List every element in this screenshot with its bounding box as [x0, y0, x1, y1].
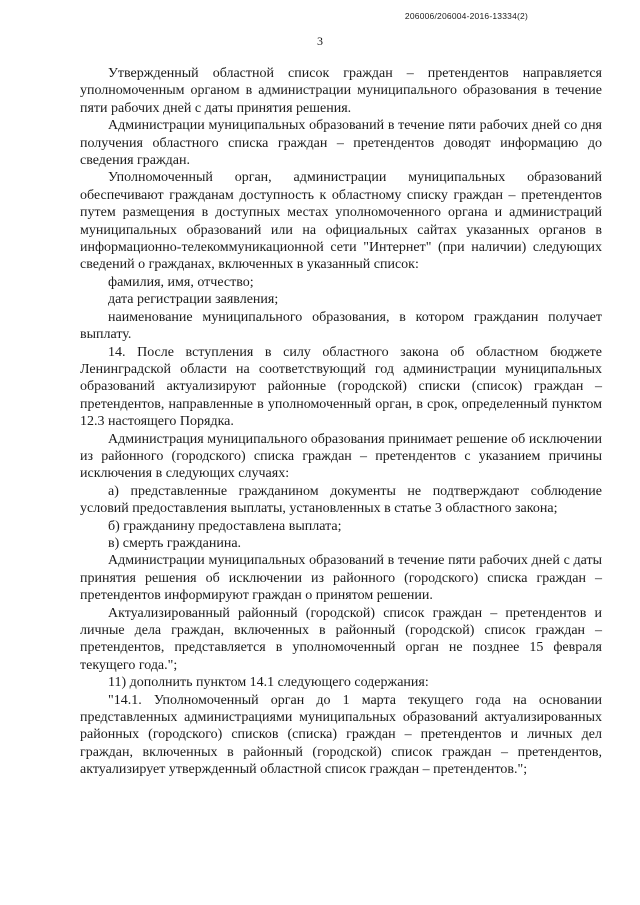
list-item: наименование муниципального образования, в котором гражданин получает выплату.: [80, 309, 602, 343]
paragraph: "14.1. Уполномоченный орган до 1 марта текущего года на основании представленных администрациями муниципальных образований актуализированных районных (городского) списков (списка) граждан – претендентов и личных дел граждан, включенных в районный (городской) список граждан – претендентов, актуализирует утвержденный областной список граждан – претендентов.";: [80, 692, 602, 778]
paragraph: Администрации муниципальных образований в течение пяти рабочих дней со дня получения областного списка граждан – претендентов доводят информацию до сведения граждан.: [80, 118, 602, 169]
list-item: фамилия, имя, отчество;: [108, 274, 254, 290]
paragraph: 11) дополнить пунктом 14.1 следующего содержания:: [108, 675, 429, 691]
list-item: дата регистрации заявления;: [108, 292, 279, 308]
list-item: а) представленные гражданином документы не подтверждают соблюдение условий предоставления выплаты, установленных в статье 3 областного закона;: [80, 483, 602, 517]
list-item: б) гражданину предоставлена выплата;: [108, 518, 342, 534]
paragraph: Уполномоченный орган, администрации муниципальных образований обеспечивают гражданам доступность к областному списку граждан – претендентов путем размещения в доступных местах уполномоченного органа и администраций муниципальных образований или на официальных сайтах указанных органов в информационно-телекоммуникационной сети "Интернет" (при наличии) следующих сведений о гражданах, включенных в указанный список:: [80, 170, 602, 273]
paragraph: Администрации муниципальных образований в течение пяти рабочих дней с даты принятия решения об исключении из районного (городского) списка граждан – претендентов информируют граждан о принятом решении.: [80, 553, 602, 604]
paragraph: Администрация муниципального образования принимает решение об исключении из районного (городского) списка граждан – претендентов с указанием причины исключения в следующих случаях:: [80, 431, 602, 482]
paragraph: Утвержденный областной список граждан – претендентов направляется уполномоченным органом в администрации муниципального образования в течение пяти рабочих дней с даты принятия решения.: [80, 66, 602, 116]
paragraph: Актуализированный районный (городской) список граждан – претендентов и личные дела граждан, включенных в районный (городской) список граждан – претендентов, представляется в уполномоченный орган не позднее 15 февраля текущего года.";: [80, 605, 602, 673]
document-id: 206006/206004-2016-13334(2): [404, 11, 528, 21]
document-body: [80, 65, 602, 779]
page-number: 3: [317, 34, 323, 48]
list-item: в) смерть гражданина.: [108, 535, 242, 551]
paragraph: 14. После вступления в силу областного закона об областном бюджете Ленинградской области на соответствующий год администрации муниципальных образований актуализируют районные (городской) списки (список) граждан – претендентов, направленные в уполномоченный орган, в срок, определенный пунктом 12.3 настоящего Порядка.: [80, 344, 602, 430]
